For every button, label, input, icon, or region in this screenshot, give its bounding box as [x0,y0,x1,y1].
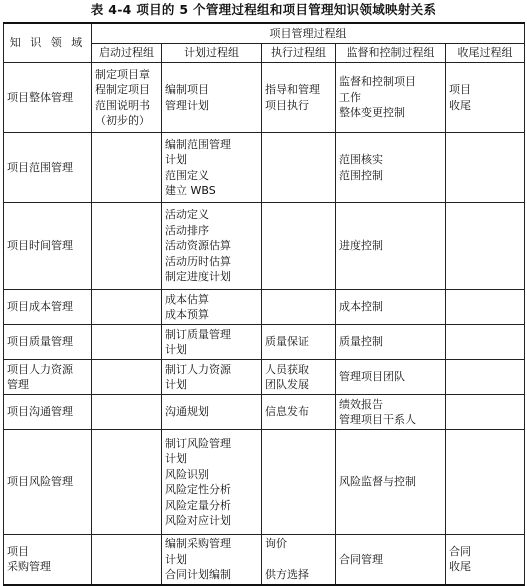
process-cell-executing [262,203,336,290]
process-item: 计划 [165,552,187,566]
process-item: 供方选择 [265,567,309,581]
process-group-header: 项目管理过程组 [92,23,525,44]
process-cell-planning [162,63,262,133]
process-item: 活动定义 [165,208,209,222]
process-cell-executing [262,430,336,535]
knowledge-area-cell: 项目质量管理 [4,325,92,360]
process-cell-planning [162,360,262,395]
table-row [4,430,525,535]
knowledge-area-cell: 项目风险管理 [4,430,92,535]
process-cell-monitoring [336,430,446,535]
knowledge-area-cell [4,535,92,585]
knowledge-area-cell [4,360,92,395]
table-row [4,360,525,395]
process-cell-initiating [92,325,162,360]
process-item: 风险定量分析 [165,498,231,512]
table-row [4,395,525,430]
process-cell-executing [262,395,336,430]
process-cell-closing [446,63,525,133]
process-item: 沟通规划 [165,405,209,419]
process-item: 进度控制 [339,239,383,253]
process-cell-closing [446,290,525,325]
col-header-monitoring: 监督和控制过程组 [336,44,446,63]
process-item: 合同计划编制 [165,568,231,581]
knowledge-area-label: 采购管理 [7,560,51,574]
process-cell-monitoring [336,133,446,203]
process-item: 收尾 [449,560,471,574]
table-row [4,325,525,360]
table-row [4,203,525,290]
process-item: 收尾 [449,98,471,112]
process-item: 风险识别 [165,467,209,481]
table-row [4,133,525,203]
process-item: 指导和管理 [265,83,320,96]
process-item: 工作 [339,90,361,104]
process-cell-executing [262,290,336,325]
process-cell-closing [446,133,525,203]
process-item: 活动历时估算 [165,254,231,268]
process-cell-planning [162,395,262,430]
process-cell-initiating [92,360,162,395]
process-cell-monitoring [336,535,446,585]
process-cell-planning [162,203,262,290]
process-cell-planning [162,535,262,585]
process-cell-executing [262,325,336,360]
knowledge-area-cell: 项目沟通管理 [4,395,92,430]
process-cell-executing [262,535,336,585]
knowledge-area-label: 项目人力资源 [7,362,73,376]
process-cell-executing [262,360,336,395]
process-item: （初步的） [95,114,150,127]
process-item: 成本控制 [339,300,383,314]
process-item: 范围控制 [339,168,383,182]
process-item: 制订质量管理 [165,327,231,341]
process-item: 管理计划 [165,98,209,112]
process-cell-closing [446,430,525,535]
knowledge-area-cell: 项目时间管理 [4,203,92,290]
process-item: 成本预算 [165,308,209,321]
process-item: 计划 [165,378,187,391]
col-header-closing: 收尾过程组 [446,44,525,63]
table-row [4,63,525,133]
process-cell-initiating [92,430,162,535]
process-cell-planning [162,290,262,325]
process-item: 计划 [165,343,187,356]
process-cell-monitoring [336,395,446,430]
process-item: 风险定性分析 [165,483,231,496]
knowledge-area-label: 项目 [7,544,29,558]
process-cell-planning [162,430,262,535]
process-item: 管理项目团队 [339,370,405,384]
process-cell-closing [446,395,525,430]
process-cell-monitoring [336,290,446,325]
process-item: 制定进度计划 [165,270,231,284]
process-item: 范围定义 [165,168,209,182]
process-cell-initiating [92,395,162,430]
process-item: 质量控制 [339,335,383,349]
process-item: 计划 [165,153,187,166]
col-header-initiating: 启动过程组 [92,44,162,63]
process-cell-closing [446,203,525,290]
process-cell-planning [162,325,262,360]
process-item: 程制定项目 [95,83,150,96]
process-cell-executing [262,63,336,133]
process-item: 制订风险管理 [165,436,231,450]
process-item: 范围说明书 [95,98,150,112]
process-cell-initiating [92,133,162,203]
process-item: 项目 [449,83,471,96]
process-item: 编制采购管理 [165,537,231,550]
table-caption: 表 4-4 项目的 5 个管理过程组和项目管理知识领域映射关系 [90,2,437,17]
process-item: 绩效报告 [339,397,383,411]
process-item: 质量保证 [265,335,309,349]
process-cell-planning [162,133,262,203]
process-item: 管理项目干系人 [339,413,416,426]
process-cell-closing [446,360,525,395]
process-mapping-table [3,22,525,586]
process-cell-monitoring [336,203,446,290]
process-item: 建立 WBS [165,184,216,197]
process-cell-monitoring [336,360,446,395]
process-item: 活动资源估算 [165,239,231,253]
process-cell-closing [446,535,525,585]
knowledge-area-header: 知 识 领 域 [4,23,92,63]
process-item: 风险监督与控制 [339,475,416,489]
process-cell-initiating [92,203,162,290]
process-item: 团队发展 [265,378,309,391]
process-item: 编制项目 [165,83,209,96]
process-item: 询价 [265,537,287,550]
process-item: 制订人力资源 [165,362,231,376]
process-item: 活动排序 [165,223,209,237]
knowledge-area-label: 管理 [7,378,29,391]
process-item: 制定项目章 [95,67,150,81]
process-item: 监督和控制项目 [339,75,416,89]
process-item: 信息发布 [265,405,309,419]
knowledge-area-cell: 项目整体管理 [4,63,92,133]
table-row [4,290,525,325]
process-item: 编制范围管理 [165,137,231,151]
process-cell-initiating [92,63,162,133]
knowledge-area-cell: 项目范围管理 [4,133,92,203]
process-item: 计划 [165,452,187,465]
process-item: 合同 [449,544,471,558]
process-cell-closing [446,325,525,360]
col-header-executing: 执行过程组 [262,44,336,63]
process-item: 合同管理 [339,552,383,566]
process-cell-initiating [92,290,162,325]
process-cell-monitoring [336,63,446,133]
process-item: 范围核实 [339,153,383,166]
process-cell-executing [262,133,336,203]
process-item: 风险对应计划 [165,514,231,527]
process-item: 项目执行 [265,98,309,112]
col-header-planning: 计划过程组 [162,44,262,63]
process-item: 成本估算 [165,292,209,306]
process-item: 人员获取 [265,362,309,376]
table-row [4,535,525,585]
knowledge-area-cell: 项目成本管理 [4,290,92,325]
process-item: 整体变更控制 [339,106,405,120]
process-cell-monitoring [336,325,446,360]
process-cell-initiating [92,535,162,585]
